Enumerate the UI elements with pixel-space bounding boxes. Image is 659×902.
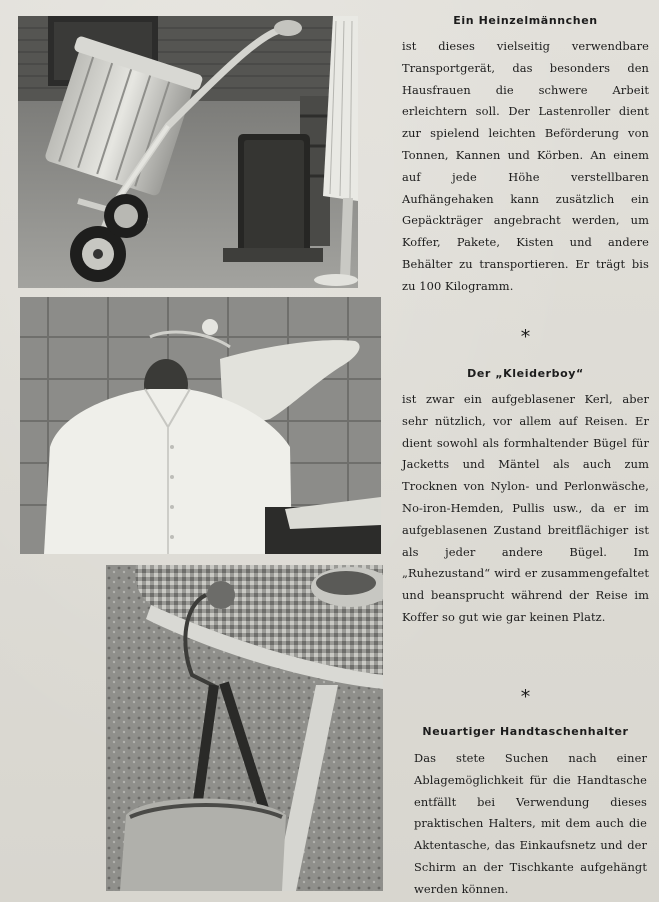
paragraph: ist zwar ein aufgeblasener Kerl, aber sehr nützlich, vor allem auf Reisen. Er dient sowohl als formhaltender Bügel für Jacketts und Mäntel als auch zum Trocknen von Nylon- und Perlonwäsche, No-iron-Hemden, Pullis usw., da er im aufgeblasenen Zustand breitflächiger ist als jeder andere Bügel. Im „Ruhezustand“ wird er zusammengefaltet und beansprucht während der Reise im Koffer so gut wie gar keinen Platz.	[402, 392, 649, 624]
section-title-handtaschenhalter: Neuartiger Handtaschenhalter	[422, 725, 629, 738]
section-body-kleiderboy	[402, 389, 649, 629]
section-body-handtaschenhalter	[414, 748, 647, 901]
section-body-heinzelmaennchen	[402, 36, 649, 298]
asterisk-separator: *	[520, 686, 531, 708]
transport-cart-photo	[18, 16, 358, 288]
paragraph: Das stete Suchen nach einer Ablagemöglichkeit für die Handtasche entfällt bei Verwendung dieses praktischen Halters, mit dem auch die Aktentasche, das Einkaufsnetz und der Schirm an der Tischkante aufgehängt werden können.	[414, 751, 647, 896]
inflatable-hanger-photo	[20, 297, 381, 554]
section-title-heinzelmaennchen: Ein Heinzelmännchen	[453, 14, 598, 27]
section-title-kleiderboy: Der „Kleiderboy“	[467, 367, 584, 380]
handbag-holder-photo	[106, 565, 383, 891]
paragraph: ist dieses vielseitig verwendbare Transportgerät, das besonders den Hausfrauen die schwere Arbeit erleichtern soll. Der Lastenroller dient zur spielend leichten Beförderung von Tonnen, Kannen und Körben. An einem auf jede Höhe verstellbaren Aufhängehaken kann zusätzlich ein Gepäckträger angebracht werden, um Koffer, Pakete, Kisten und andere Behälter zu transportieren. Er trägt bis zu 100 Kilogramm.	[402, 39, 649, 293]
asterisk-separator: *	[520, 326, 531, 348]
